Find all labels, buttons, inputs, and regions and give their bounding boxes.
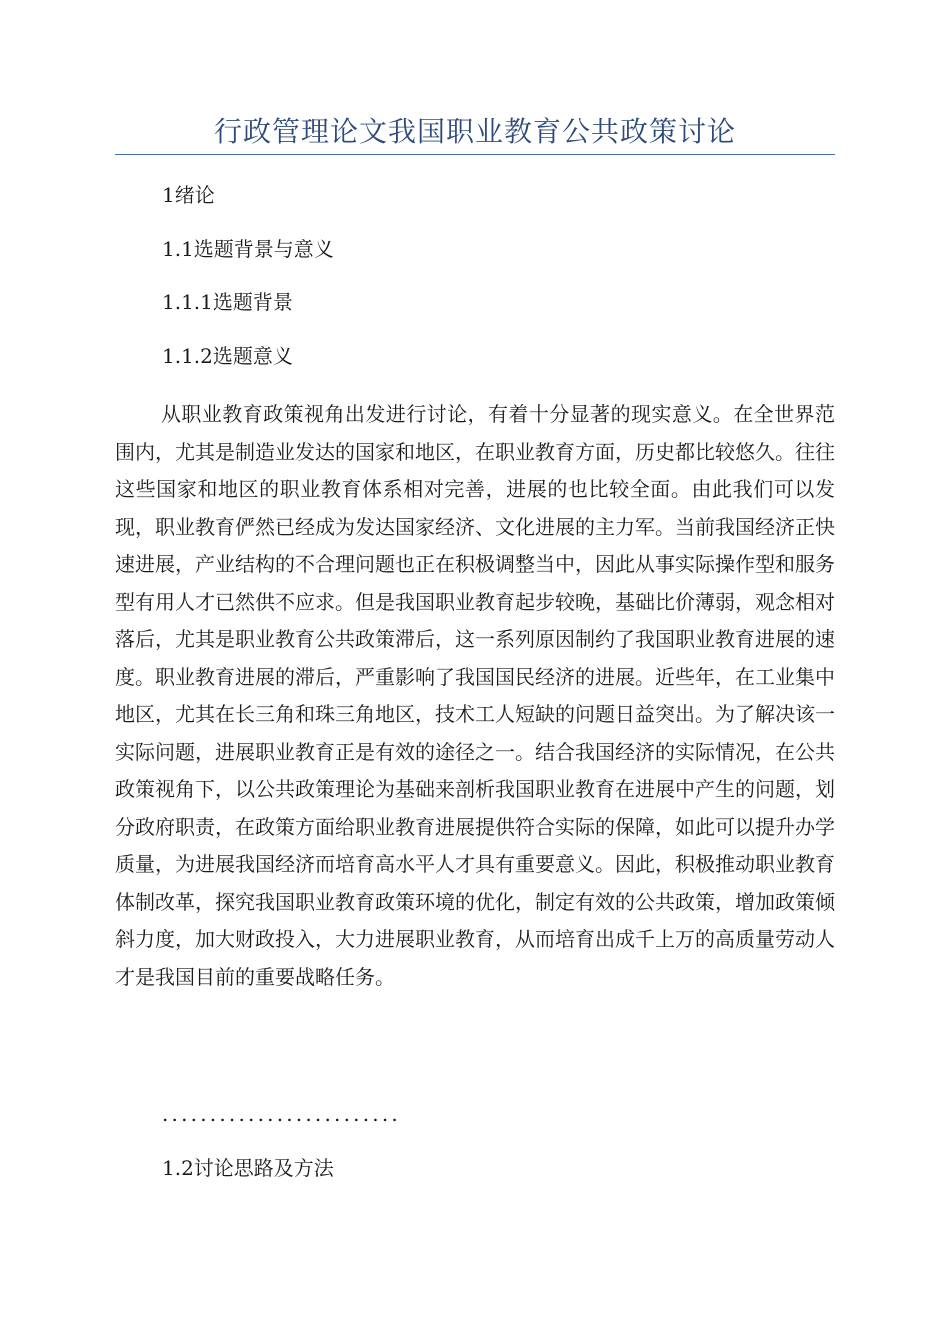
heading-1-1-2: 1.1.2选题意义 [162, 344, 293, 368]
title-underline [115, 154, 835, 155]
document-title: 行政管理论文我国职业教育公共政策讨论 [213, 115, 736, 148]
heading-1-2: 1.2讨论思路及方法 [162, 1156, 334, 1180]
omission-dots: ......................... [162, 1102, 401, 1126]
heading-1-1-1: 1.1.1选题背景 [162, 290, 293, 314]
body-paragraph: 从职业教育政策视角出发进行讨论，有着十分显著的现实意义。在全世界范围内，尤其是制造业发达的国家和地区，在职业教育方面，历史都比较悠久。往往这些国家和地区的职业教育体系相对完善，进展的也比较全面。由此我们可以发现，职业教育俨然已经成为发达国家经济、文化进展的主力军。当前我国经济正快速进展，产业结构的不合理问题也正在积极调整当中，因此从事实际操作型和服务型有用人才已然供不应求。但是我国职业教育起步较晚，基础比价薄弱，观念相对落后，尤其是职业教育公共政策滞后，这一系列原因制约了我国职业教育进展的速度。职业教育进展的滞后，严重影响了我国国民经济的进展。近些年，在工业集中地区，尤其在长三角和珠三角地区，技术工人短缺的问题日益突出。为了解决该一实际问题，进展职业教育正是有效的途径之一。结合我国经济的实际情况，在公共政策视角下，以公共政策理论为基础来剖析我国职业教育在进展中产生的问题，划分政府职责，在政策方面给职业教育进展提供符合实际的保障，如此可以提升办学质量，为进展我国经济而培育高水平人才具有重要意义。因此，积极推动职业教育体制改革，探究我国职业教育政策环境的优化，制定有效的公共政策，增加政策倾斜力度，加大财政投入，大力进展职业教育，从而培育出成千上万的高质量劳动人才是我国目前的重要战略任务。 [115, 402, 835, 989]
heading-1-1: 1.1选题背景与意义 [162, 237, 334, 261]
heading-1: 1绪论 [162, 183, 215, 207]
